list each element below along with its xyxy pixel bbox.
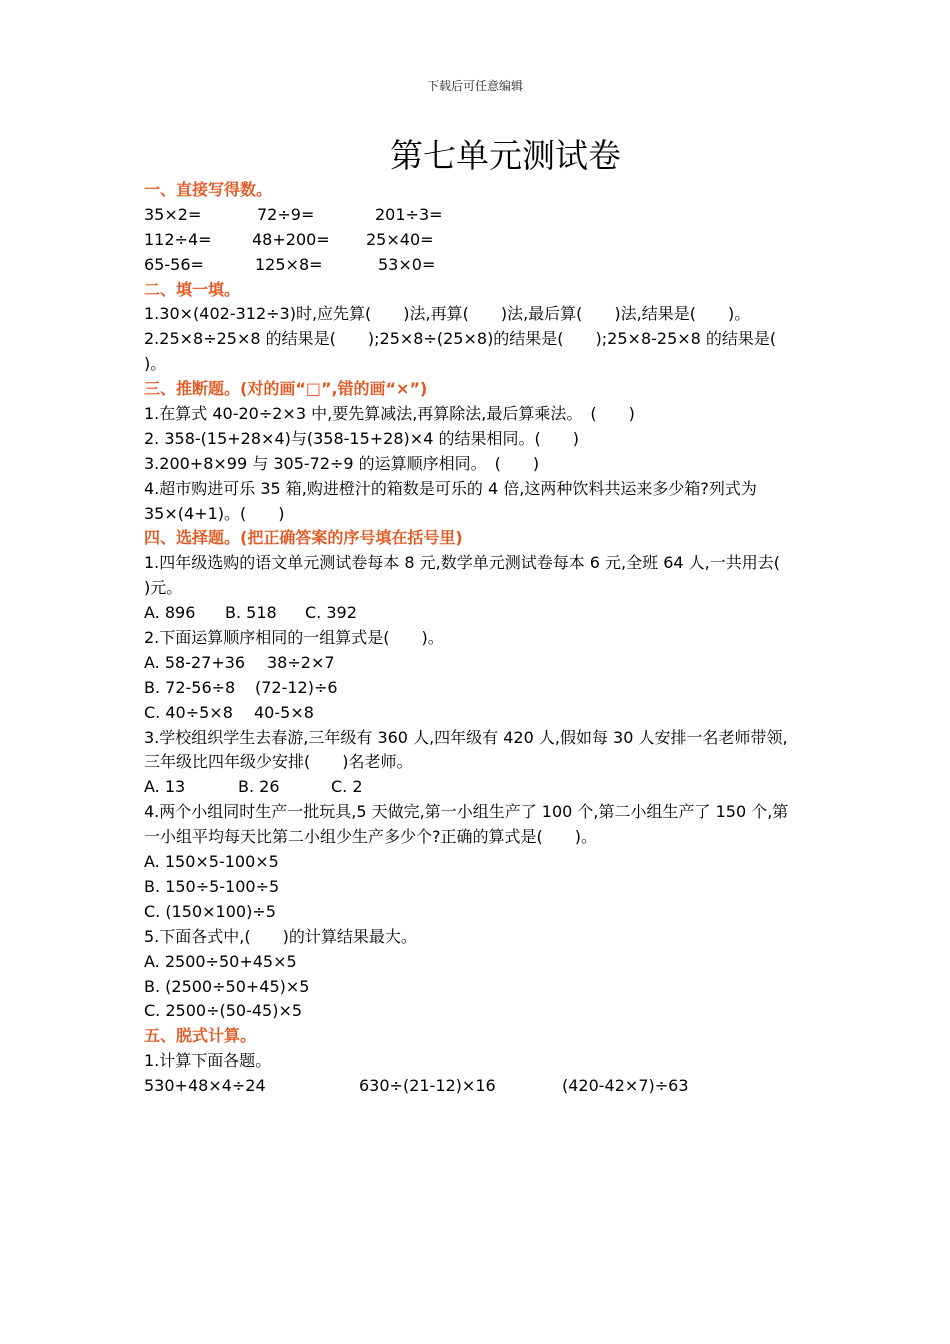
question-line: A. 150×5-100×5 [144, 852, 279, 872]
expression-cell: B. 26 [238, 777, 280, 797]
expression-cell: 40-5×8 [254, 702, 314, 722]
section-heading: 二、填一填。 [144, 279, 241, 299]
question-line: C. 2500÷(50-45)×5 [144, 1001, 303, 1021]
question-line: 4.超市购进可乐 35 箱,购进橙汁的箱数是可乐的 4 倍,这两种饮料共运来多少箱?列式为 [144, 478, 757, 498]
expression-cell: 65-56= [144, 254, 204, 274]
question-line: 三年级比四年级少安排( )名老师。 [144, 752, 413, 772]
expression-cell: 112÷4= [144, 229, 212, 249]
section-heading: 一、直接写得数。 [144, 180, 273, 199]
expression-cell: C. 40÷5×8 [144, 702, 233, 722]
question-line: 1.计算下面各题。 [144, 1051, 272, 1071]
expression-row [144, 228, 809, 253]
question-line: 一小组平均每天比第二小组少生产多少个?正确的算式是( )。 [144, 827, 597, 847]
question-line: )。 [144, 354, 167, 374]
question-line: 1.四年级选购的语文单元测试卷每本 8 元,数学单元测试卷每本 6 元,全班 64 人,一共用去( [144, 553, 781, 573]
section-heading: 五、脱式计算。 [144, 1026, 257, 1046]
question-line: 35×(4+1)。( ) [144, 503, 285, 523]
question-line: A. 2500÷50+45×5 [144, 951, 297, 971]
expression-row [144, 701, 809, 726]
question-line: B. (2500÷50+45)×5 [144, 976, 310, 996]
question-line: 2. 358-(15+28×4)与(358-15+28)×4 的结果相同。( ) [144, 428, 579, 448]
expression-row [144, 253, 809, 278]
question-line: C. (150×100)÷5 [144, 901, 276, 921]
question-line: 5.下面各式中,( )的计算结果最大。 [144, 926, 417, 946]
expression-cell: 38÷2×7 [267, 652, 335, 672]
expression-row [144, 601, 809, 626]
question-line: 1.30×(402-312÷3)时,应先算( )法,再算( )法,最后算( )法,结果是( )。 [144, 304, 751, 324]
expression-row [144, 676, 809, 701]
expression-cell: 201÷3= [375, 204, 443, 224]
expression-cell: 125×8= [255, 254, 323, 274]
question-line: 3.200+8×99 与 305-72÷9 的运算顺序相同。 ( ) [144, 453, 540, 473]
question-line: 3.学校组织学生去春游,三年级有 360 人,四年级有 420 人,假如每 30 人安排一名老师带领, [144, 727, 788, 747]
expression-cell: A. 58-27+36 [144, 652, 246, 672]
expression-cell: 25×40= [366, 229, 434, 249]
expression-cell: A. 896 [144, 603, 196, 623]
expression-cell: 48+200= [252, 229, 330, 249]
question-line: 1.在算式 40-20÷2×3 中,要先算减法,再算除法,最后算乘法。 ( ) [144, 404, 635, 424]
expression-row [144, 775, 809, 800]
expression-cell: A. 13 [144, 777, 186, 797]
question-line: )元。 [144, 578, 183, 598]
question-line: B. 150÷5-100÷5 [144, 876, 280, 896]
expression-cell: B. 518 [225, 603, 277, 623]
expression-cell: 630÷(21-12)×16 [359, 1076, 496, 1096]
expression-cell: 53×0= [378, 254, 436, 274]
section-heading: 三、推断题。(对的画“□”,错的画“×”) [144, 379, 428, 399]
expression-row [144, 1074, 809, 1099]
question-line: 2.25×8÷25×8 的结果是( );25×8÷(25×8)的结果是( );25×8-25×8 的结果是( [144, 329, 777, 349]
expression-cell: 530+48×4÷24 [144, 1076, 266, 1096]
expression-row [144, 651, 809, 676]
expression-cell: 35×2= [144, 204, 202, 224]
worksheet-body [144, 178, 809, 1099]
expression-cell: (420-42×7)÷63 [562, 1076, 689, 1096]
expression-cell: C. 392 [305, 603, 357, 623]
question-line: 2.下面运算顺序相同的一组算式是( )。 [144, 628, 444, 648]
expression-row [144, 203, 809, 228]
expression-cell: 72÷9= [257, 204, 315, 224]
expression-cell: B. 72-56÷8 [144, 677, 236, 697]
expression-cell: C. 2 [331, 777, 363, 797]
expression-cell: (72-12)÷6 [255, 677, 338, 697]
question-line: 4.两个小组同时生产一批玩具,5 天做完,第一小组生产了 100 个,第二小组生产了 150 个,第 [144, 802, 789, 822]
watermark-text: 下载后可任意编辑 [426, 79, 523, 93]
page-title: 第七单元测试卷 [390, 136, 621, 175]
section-heading: 四、选择题。(把正确答案的序号填在括号里) [144, 528, 463, 548]
